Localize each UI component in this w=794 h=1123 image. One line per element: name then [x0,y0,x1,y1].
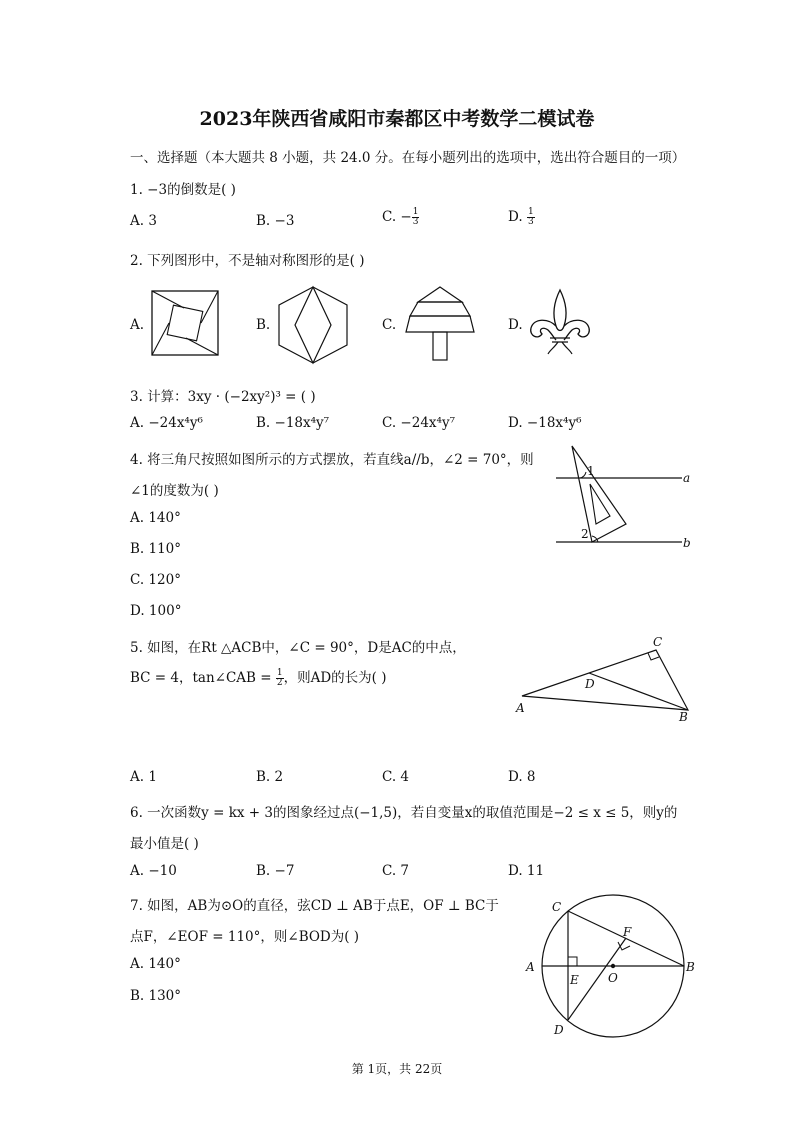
q5-stem-line2-pre: BC = 4，tan∠CAB = [130,670,276,686]
q2-figure-square-pinwheel [150,290,220,356]
q2-option-d: D. [508,317,523,333]
q1-d-numerator: 1 [527,207,534,217]
section-heading: 一、选择题（本大题共 8 小题，共 24.0 分。在每小题列出的选项中，选出符合题目的一项） [130,150,686,166]
q2-figure-fleur-de-lis [528,288,592,358]
q4-option-c: C. 120° [130,572,181,588]
q5-point-a-label: A [516,701,525,715]
q3-stem: 3. 计算：3xy · (−2xy²)³ = ( ) [130,389,316,405]
q7-option-b: B. 130° [130,988,182,1004]
q4-angle-1-label: 1 [587,464,595,478]
q3-option-c: C. −24x⁴y⁷ [382,415,455,431]
q7-figure-circle [522,896,698,1040]
q7-point-o-label: O [608,971,618,985]
q6-stem-line1: 6. 一次函数y = kx + 3的图象经过点(−1,5)，若自变量x的取值范围是−2 ≤ x ≤ 5，则y的 [130,805,678,821]
q7-point-b-label: B [686,960,695,974]
q5-stem-line2 [130,666,387,688]
q5-point-c-label: C [653,635,663,649]
q2-figure-hexagon-rhombus [277,285,349,365]
q3-option-a: A. −24x⁴y⁶ [130,415,203,431]
q6-option-d: D. 11 [508,863,545,879]
q5-point-d-label: D [585,677,595,691]
q2-option-b: B. [256,317,271,333]
q6-option-b: B. −7 [256,863,295,879]
q1-c-numerator: 1 [412,207,419,217]
page-title: 2023年陕西省咸阳市秦都区中考数学二模试卷 [199,108,595,130]
q4-option-d: D. 100° [130,603,182,619]
q5-denominator: 2 [276,678,283,688]
q2-stem: 2. 下列图形中，不是轴对称图形的是( ) [130,253,365,269]
q4-stem-line1: 4. 将三角尺按照如图所示的方式摆放，若直线a//b，∠2 = 70°，则 [130,452,534,468]
q3-option-d: D. −18x⁴y⁶ [508,415,582,431]
q7-point-a-label: A [526,960,535,974]
q5-figure-right-triangle [512,634,696,726]
q5-stem-line1: 5. 如图，在Rt △ACB中，∠C = 90°，D是AC的中点， [130,640,466,656]
q1-option-a: A. 3 [130,213,157,229]
q5-option-b: B. 2 [256,769,284,785]
q4-line-b-label: b [683,536,691,550]
q4-figure-triangle-ruler [550,444,696,550]
page-footer: 第 1页，共 22页 [351,1062,443,1076]
q5-option-c: C. 4 [382,769,410,785]
q5-option-a: A. 1 [130,769,157,785]
q4-line-a-label: a [683,471,691,485]
q1-stem: 1. −3的倒数是( ) [130,182,236,198]
q1-option-d-label: D. [508,209,527,225]
q7-stem-line2: 点F，∠EOF = 110°，则∠BOD为( ) [130,929,360,945]
q6-stem-line2: 最小值是( ) [130,836,199,852]
q7-point-c-label: C [552,900,562,914]
q4-option-b: B. 110° [130,541,182,557]
q1-c-denominator: 3 [412,217,419,227]
q1-option-b: B. −3 [256,213,295,229]
q6-option-c: C. 7 [382,863,410,879]
q1-option-d [508,208,535,227]
q5-numerator: 1 [276,668,283,678]
q5-stem-line2-post: ，则AD的长为( ) [283,670,387,686]
q7-point-f-label: F [623,925,632,939]
q7-stem-line1: 7. 如图，AB为⊙O的直径，弦CD ⊥ AB于点E，OF ⊥ BC于 [130,898,499,914]
q6-option-a: A. −10 [130,863,177,879]
q5-fraction [276,669,284,688]
q2-option-c: C. [382,317,397,333]
q7-point-e-label: E [570,973,579,987]
q5-point-b-label: B [679,710,688,724]
q5-option-d: D. 8 [508,769,536,785]
q7-option-a: A. 140° [130,956,181,972]
q4-angle-2-label: 2 [581,527,589,541]
q2-figure-tree [404,286,476,362]
q1-option-c-label: C. − [382,209,412,225]
q7-point-d-label: D [554,1023,564,1037]
q4-stem-line2: ∠1的度数为( ) [130,483,219,499]
q1-c-fraction [412,208,420,227]
q1-d-denominator: 3 [527,217,534,227]
q3-option-b: B. −18x⁴y⁷ [256,415,330,431]
q1-d-fraction [527,208,535,227]
q2-option-a: A. [130,317,145,333]
q4-option-a: A. 140° [130,510,181,526]
q1-option-c [382,208,419,227]
